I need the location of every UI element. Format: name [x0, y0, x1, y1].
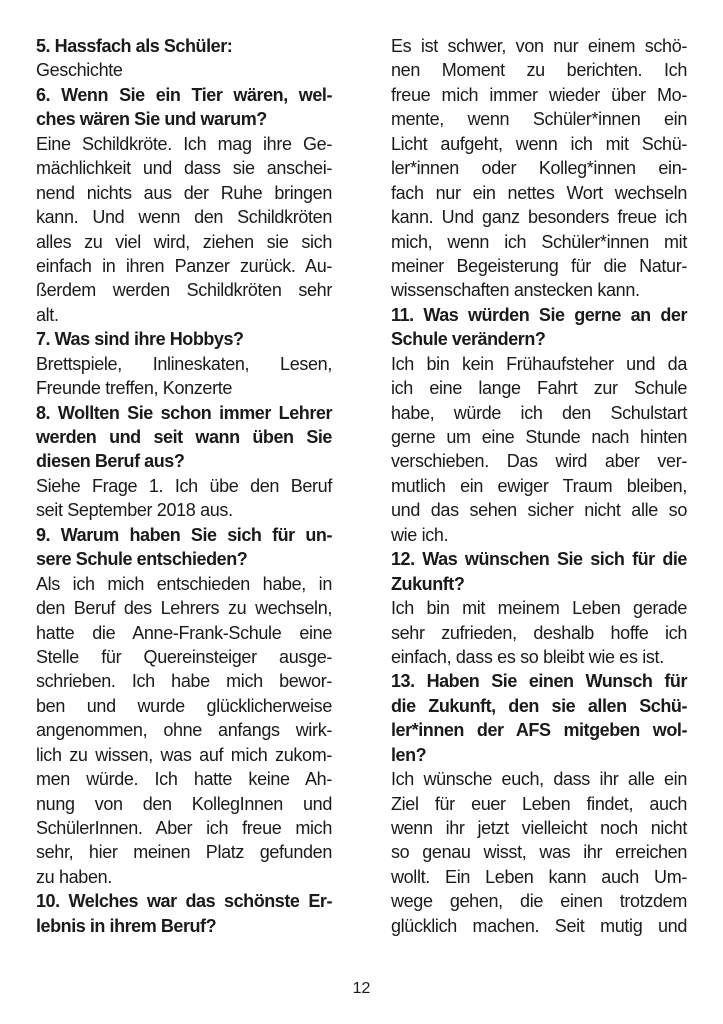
- question-line: 6. Wenn Sie ein Tier wären, wel-: [36, 84, 332, 105]
- answer-line: verschieben. Das wird aber ver-: [391, 451, 687, 472]
- interview-question: [391, 547, 687, 596]
- answer-line: Licht aufgeht, wenn ich mit Schü-: [391, 133, 687, 154]
- question-line: die Zukunft, den sie allen Schü-: [391, 695, 687, 716]
- answer-line: mich, wenn ich Schüler*innen mit: [391, 231, 687, 252]
- interview-question: [391, 303, 687, 352]
- answer-line: so genau wisst, was ihr erreichen: [391, 842, 687, 863]
- interview-answer: [391, 596, 687, 669]
- question-line: 12. Was wünschen Sie sich für die: [391, 549, 687, 570]
- interview-question: [36, 889, 332, 938]
- answer-line: Geschichte: [36, 60, 123, 81]
- question-line: Schule verändern?: [391, 329, 546, 350]
- answer-line: Brettspiele, Inlineskaten, Lesen,: [36, 353, 332, 374]
- answer-line: mente, wenn Schüler*innen ein: [391, 109, 687, 130]
- answer-line: Ich wünsche euch, dass ihr alle ein: [391, 769, 687, 790]
- question-line: 13. Haben Sie einen Wunsch für: [391, 671, 687, 692]
- interview-question: [36, 34, 332, 58]
- answer-line: men würde. Ich hatte keine Ah-: [36, 769, 332, 790]
- question-line: ches wären Sie und warum?: [36, 109, 267, 130]
- question-line: 7. Was sind ihre Hobbys?: [36, 329, 244, 350]
- answer-line: Ziel für euer Leben findet, auch: [391, 793, 687, 814]
- question-line: ler*innen der AFS mitgeben wol-: [391, 720, 687, 741]
- answer-line: fach nur ein nettes Wort wechseln: [391, 182, 687, 203]
- left-column: [36, 34, 332, 938]
- interview-answer: [391, 352, 687, 548]
- interview-question: [36, 401, 332, 474]
- answer-line: alt.: [36, 304, 59, 325]
- answer-line: ler*innen oder Kolleg*innen ein-: [391, 158, 687, 179]
- answer-line: kann. Und wenn den Schildkröten: [36, 207, 332, 228]
- answer-line: einfach, dass es so bleibt wie es ist.: [391, 646, 664, 667]
- answer-line: meiner Begeisterung für die Natur-: [391, 255, 687, 276]
- answer-line: seit September 2018 aus.: [36, 500, 233, 521]
- answer-line: hatte die Anne-Frank-Schule eine: [36, 622, 332, 643]
- interview-question: [391, 669, 687, 767]
- question-line: 9. Warum haben Sie sich für un-: [36, 524, 332, 545]
- question-line: len?: [391, 744, 427, 765]
- interview-question: [36, 83, 332, 132]
- question-line: 10. Welches war das schönste Er-: [36, 891, 332, 912]
- interview-answer: [36, 474, 332, 523]
- interview-question: [36, 523, 332, 572]
- answer-line: nend nichts aus der Ruhe bringen: [36, 182, 332, 203]
- question-line: werden und seit wann üben Sie: [36, 427, 332, 447]
- question-line: 5. Hassfach als Schüler:: [36, 36, 233, 56]
- answer-line: gerne um eine Stunde nach hinten: [391, 427, 687, 447]
- answer-line: Siehe Frage 1. Ich übe den Beruf: [36, 475, 332, 496]
- right-column: [391, 34, 687, 938]
- answer-line: und das sehen sicher nicht alle so: [391, 500, 687, 521]
- answer-line: wenn ihr jetzt vielleicht noch nicht: [391, 818, 687, 838]
- interview-answer: [36, 132, 332, 328]
- interview-answer: [36, 572, 332, 890]
- answer-line: ßerdem werden Schildkröten sehr: [36, 280, 332, 301]
- answer-line: nung von den KollegInnen und: [36, 793, 332, 814]
- answer-line: Stelle für Quereinsteiger ausge-: [36, 646, 332, 667]
- interview-answer: [36, 352, 332, 401]
- answer-line: alles zu viel wird, ziehen sie sich: [36, 231, 332, 252]
- question-line: 8. Wollten Sie schon immer Lehrer: [36, 402, 332, 423]
- answer-line: wissenschaften anstecken kann.: [391, 280, 640, 301]
- question-line: Zukunft?: [391, 573, 465, 594]
- answer-line: schrieben. Ich habe mich bewor-: [36, 671, 332, 692]
- answer-line: sehr, hier meinen Platz gefunden: [36, 842, 332, 863]
- answer-line: SchülerInnen. Aber ich freue mich: [36, 818, 332, 838]
- question-line: lebnis in ihrem Beruf?: [36, 915, 217, 936]
- interview-answer: [391, 767, 687, 938]
- answer-line: sehr zufrieden, deshalb hoffe ich: [391, 622, 687, 643]
- interview-question: [36, 327, 332, 351]
- answer-line: freue mich immer wieder über Mo-: [391, 84, 687, 105]
- question-line: 11. Was würden Sie gerne an der: [391, 304, 687, 325]
- answer-line: ben und wurde glücklicherweise: [36, 695, 332, 716]
- answer-line: mutlich ein ewiger Traum bleiben,: [391, 475, 687, 496]
- answer-line: wollt. Ein Leben kann auch Um-: [391, 866, 687, 887]
- answer-line: glücklich machen. Seit mutig und: [391, 915, 687, 936]
- answer-line: Ich bin mit meinem Leben gerade: [391, 598, 687, 619]
- answer-line: lich zu wissen, was auf mich zukom-: [36, 744, 332, 765]
- answer-line: Es ist schwer, von nur einem schö-: [391, 36, 687, 56]
- answer-line: mächlichkeit und dass sie anschei-: [36, 158, 332, 179]
- answer-line: zu haben.: [36, 866, 112, 887]
- answer-line: Als ich mich entschieden habe, in: [36, 573, 332, 594]
- answer-line: einfach in ihren Panzer zurück. Au-: [36, 255, 332, 276]
- answer-line: habe, würde ich den Schulstart: [391, 402, 687, 423]
- answer-line: Eine Schildkröte. Ich mag ihre Ge-: [36, 133, 332, 154]
- answer-line: wege gehen, die einen trotzdem: [391, 891, 687, 912]
- question-line: diesen Beruf aus?: [36, 451, 185, 472]
- interview-answer: [36, 58, 332, 82]
- answer-line: Freunde treffen, Konzerte: [36, 378, 233, 399]
- answer-line: Ich bin kein Frühaufsteher und da: [391, 353, 687, 374]
- answer-line: ich eine lange Fahrt zur Schule: [391, 378, 687, 399]
- answer-line: kann. Und ganz besonders freue ich: [391, 207, 687, 228]
- answer-line: den Beruf des Lehrers zu wechseln,: [36, 598, 332, 619]
- answer-line: wie ich.: [391, 524, 449, 545]
- page-number: 12: [352, 980, 371, 997]
- interview-answer: [391, 34, 687, 303]
- question-line: sere Schule entschieden?: [36, 549, 248, 570]
- answer-line: nen Moment zu berichten. Ich: [391, 60, 687, 81]
- answer-line: angenommen, ohne anfangs wirk-: [36, 720, 332, 741]
